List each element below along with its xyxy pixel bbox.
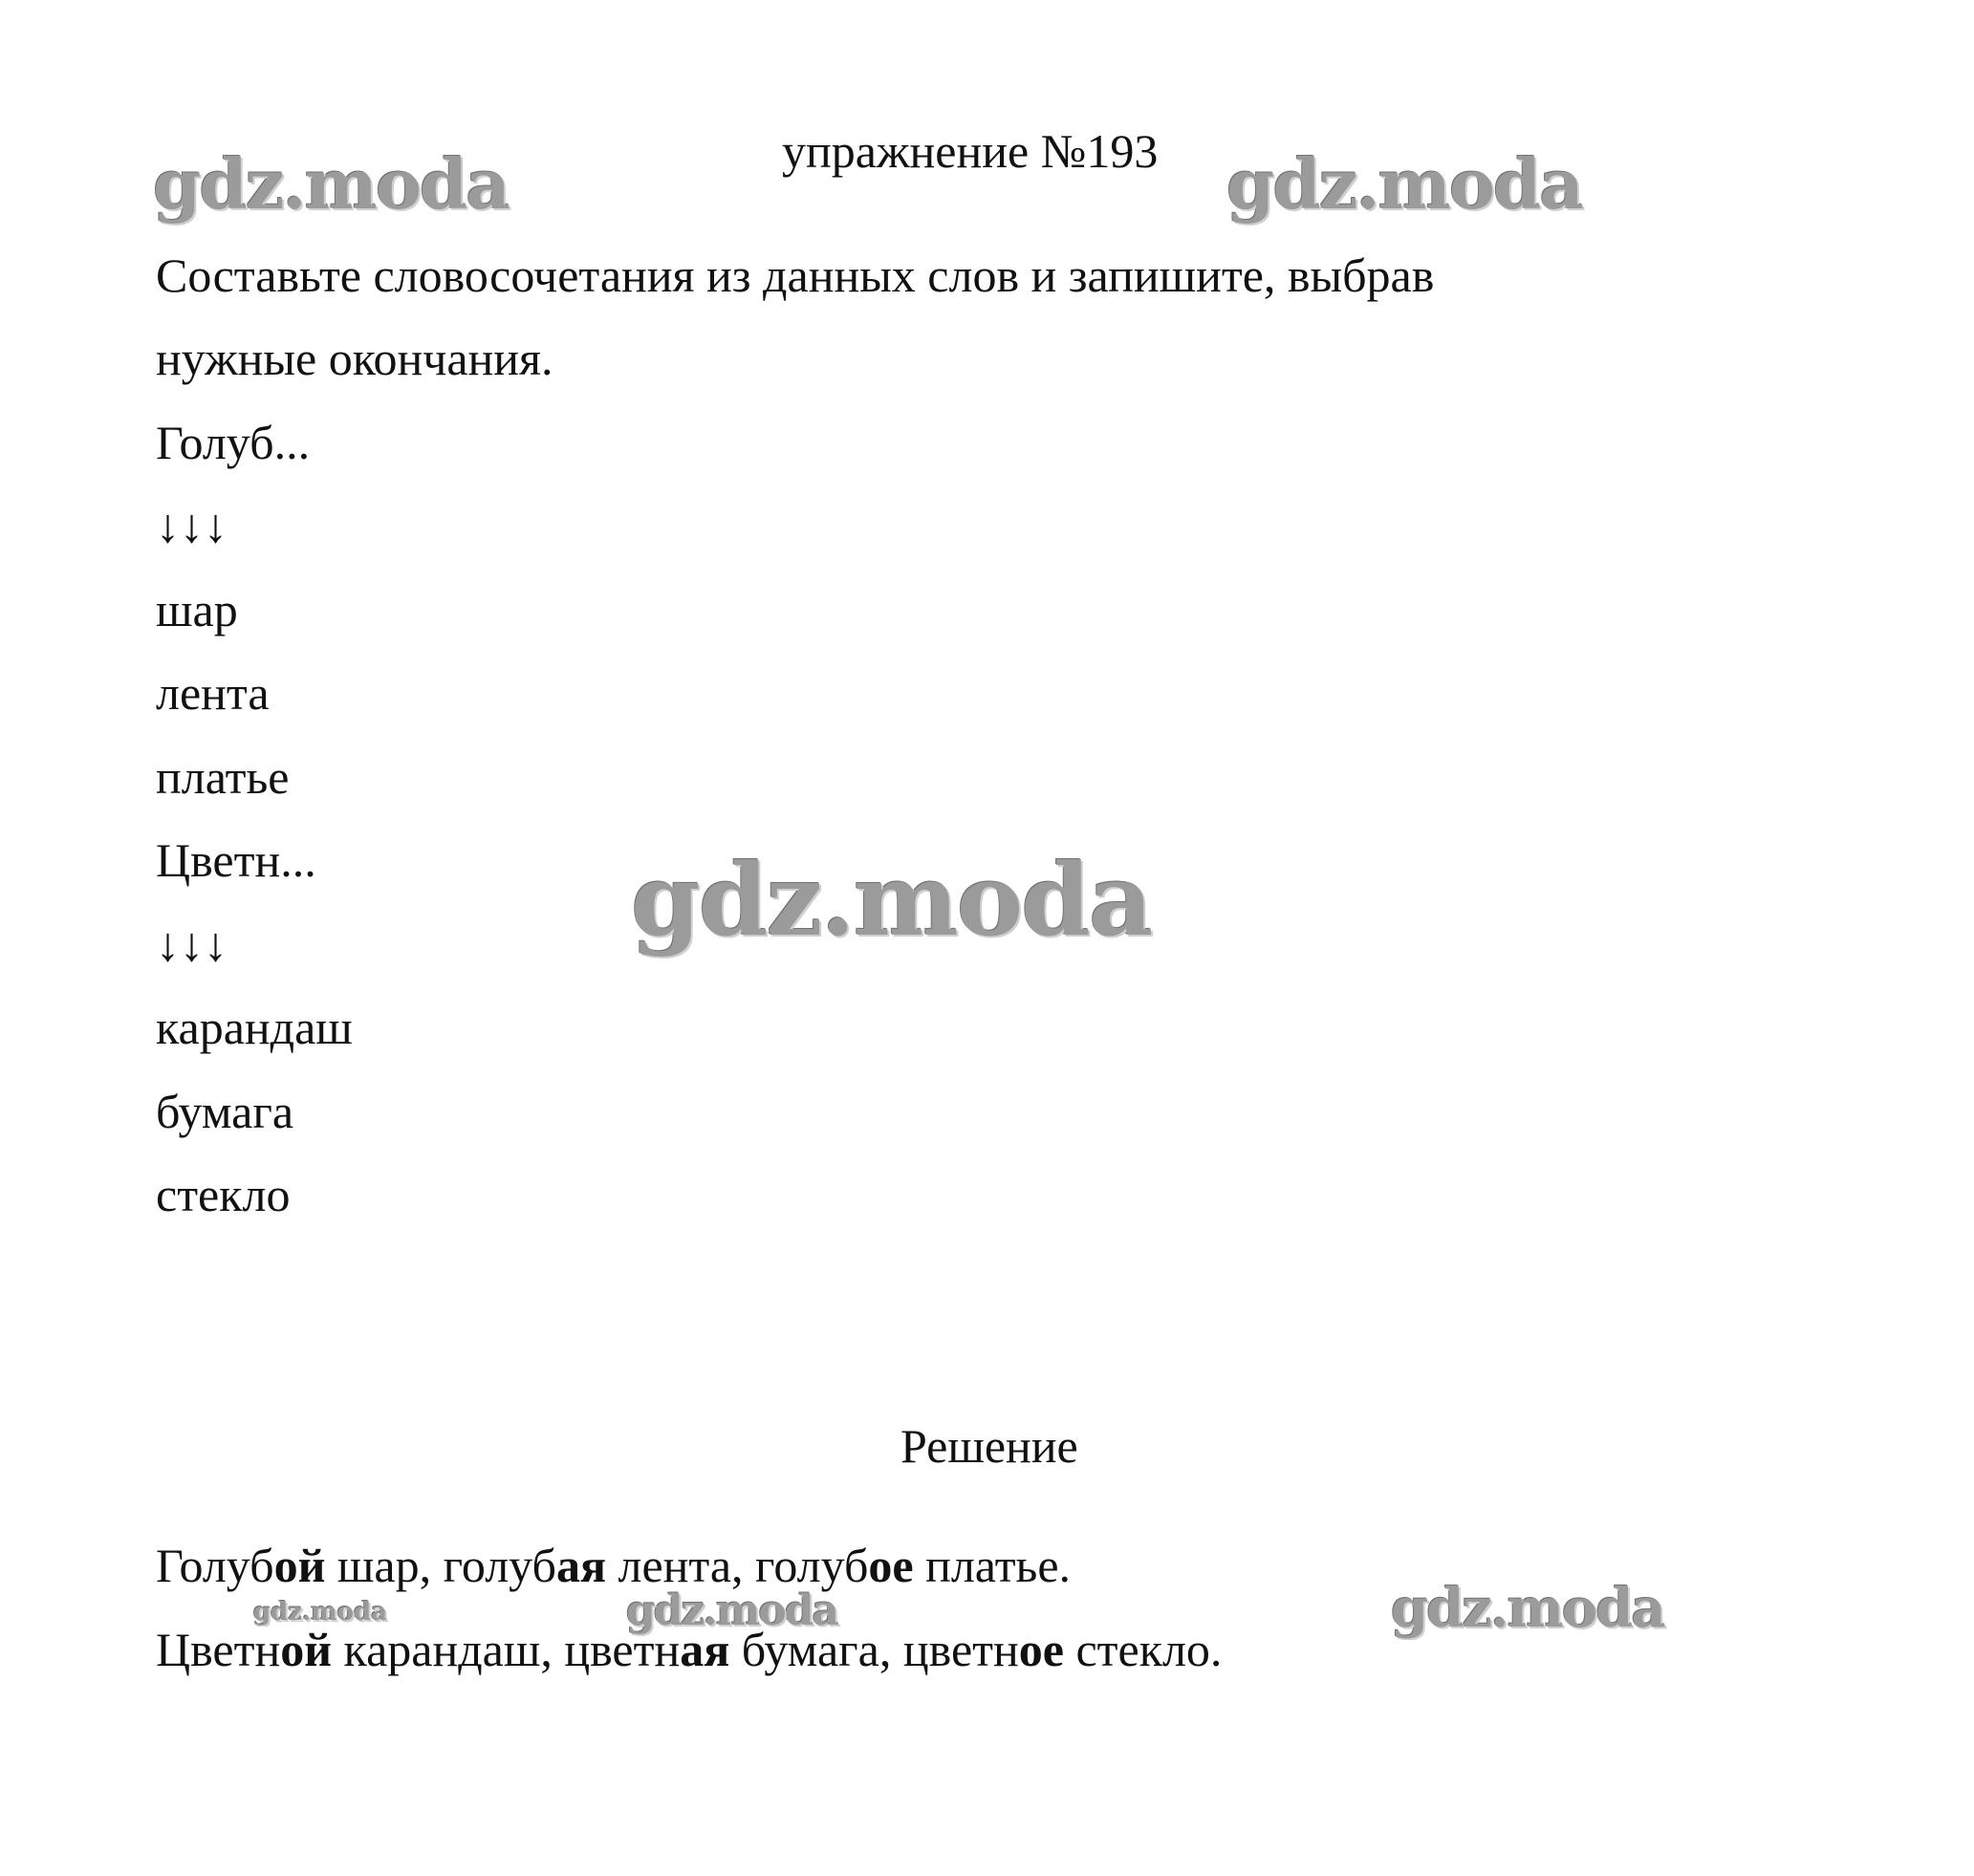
answer-segment: бумага, цветн	[729, 1623, 1019, 1676]
group2-head: Цветн...	[156, 833, 316, 887]
group2-arrows: ↓↓↓	[156, 917, 228, 971]
answer-ending: ой	[273, 1539, 326, 1592]
watermark: gdz.moda	[626, 1586, 838, 1635]
answer-segment: карандаш, цветн	[332, 1623, 681, 1676]
group1-arrows: ↓↓↓	[156, 499, 228, 552]
group2-word: карандаш	[156, 1001, 353, 1054]
answer-ending: ой	[280, 1623, 333, 1676]
group1-word: шар	[156, 583, 238, 636]
watermark: gdz.moda	[253, 1598, 388, 1627]
group1-word: лента	[156, 666, 270, 720]
group1-word: платье	[156, 750, 290, 804]
watermark: gdz.moda	[631, 841, 1152, 959]
answer-segment: Голуб	[156, 1539, 274, 1592]
answer-ending: ое	[1018, 1623, 1064, 1676]
answer-ending: ое	[868, 1539, 914, 1592]
watermark: gdz.moda	[1391, 1577, 1664, 1640]
answer-segment: Цветн	[156, 1623, 281, 1676]
watermark: gdz.moda	[153, 143, 509, 225]
watermark: gdz.moda	[1226, 143, 1582, 225]
answer-segment: стекло.	[1063, 1623, 1223, 1676]
group1-head: Голуб...	[156, 416, 311, 469]
exercise-title: упражнение №193	[782, 124, 1159, 178]
answer-ending: ая	[555, 1539, 606, 1592]
answer-ending: ая	[680, 1623, 730, 1676]
solution-line-1	[156, 1537, 1071, 1594]
answer-segment: лента, голуб	[606, 1539, 869, 1592]
solution-heading: Решение	[900, 1419, 1078, 1473]
group2-word: стекло	[156, 1168, 291, 1221]
answer-segment: платье.	[913, 1539, 1072, 1592]
group2-word: бумага	[156, 1085, 294, 1138]
answer-segment: шар, голуб	[325, 1539, 556, 1592]
task-text-line-2: нужные окончания.	[156, 332, 553, 385]
task-text-line-1: Составьте словосочетания из данных слов и запишите, выбрав	[156, 248, 1435, 302]
